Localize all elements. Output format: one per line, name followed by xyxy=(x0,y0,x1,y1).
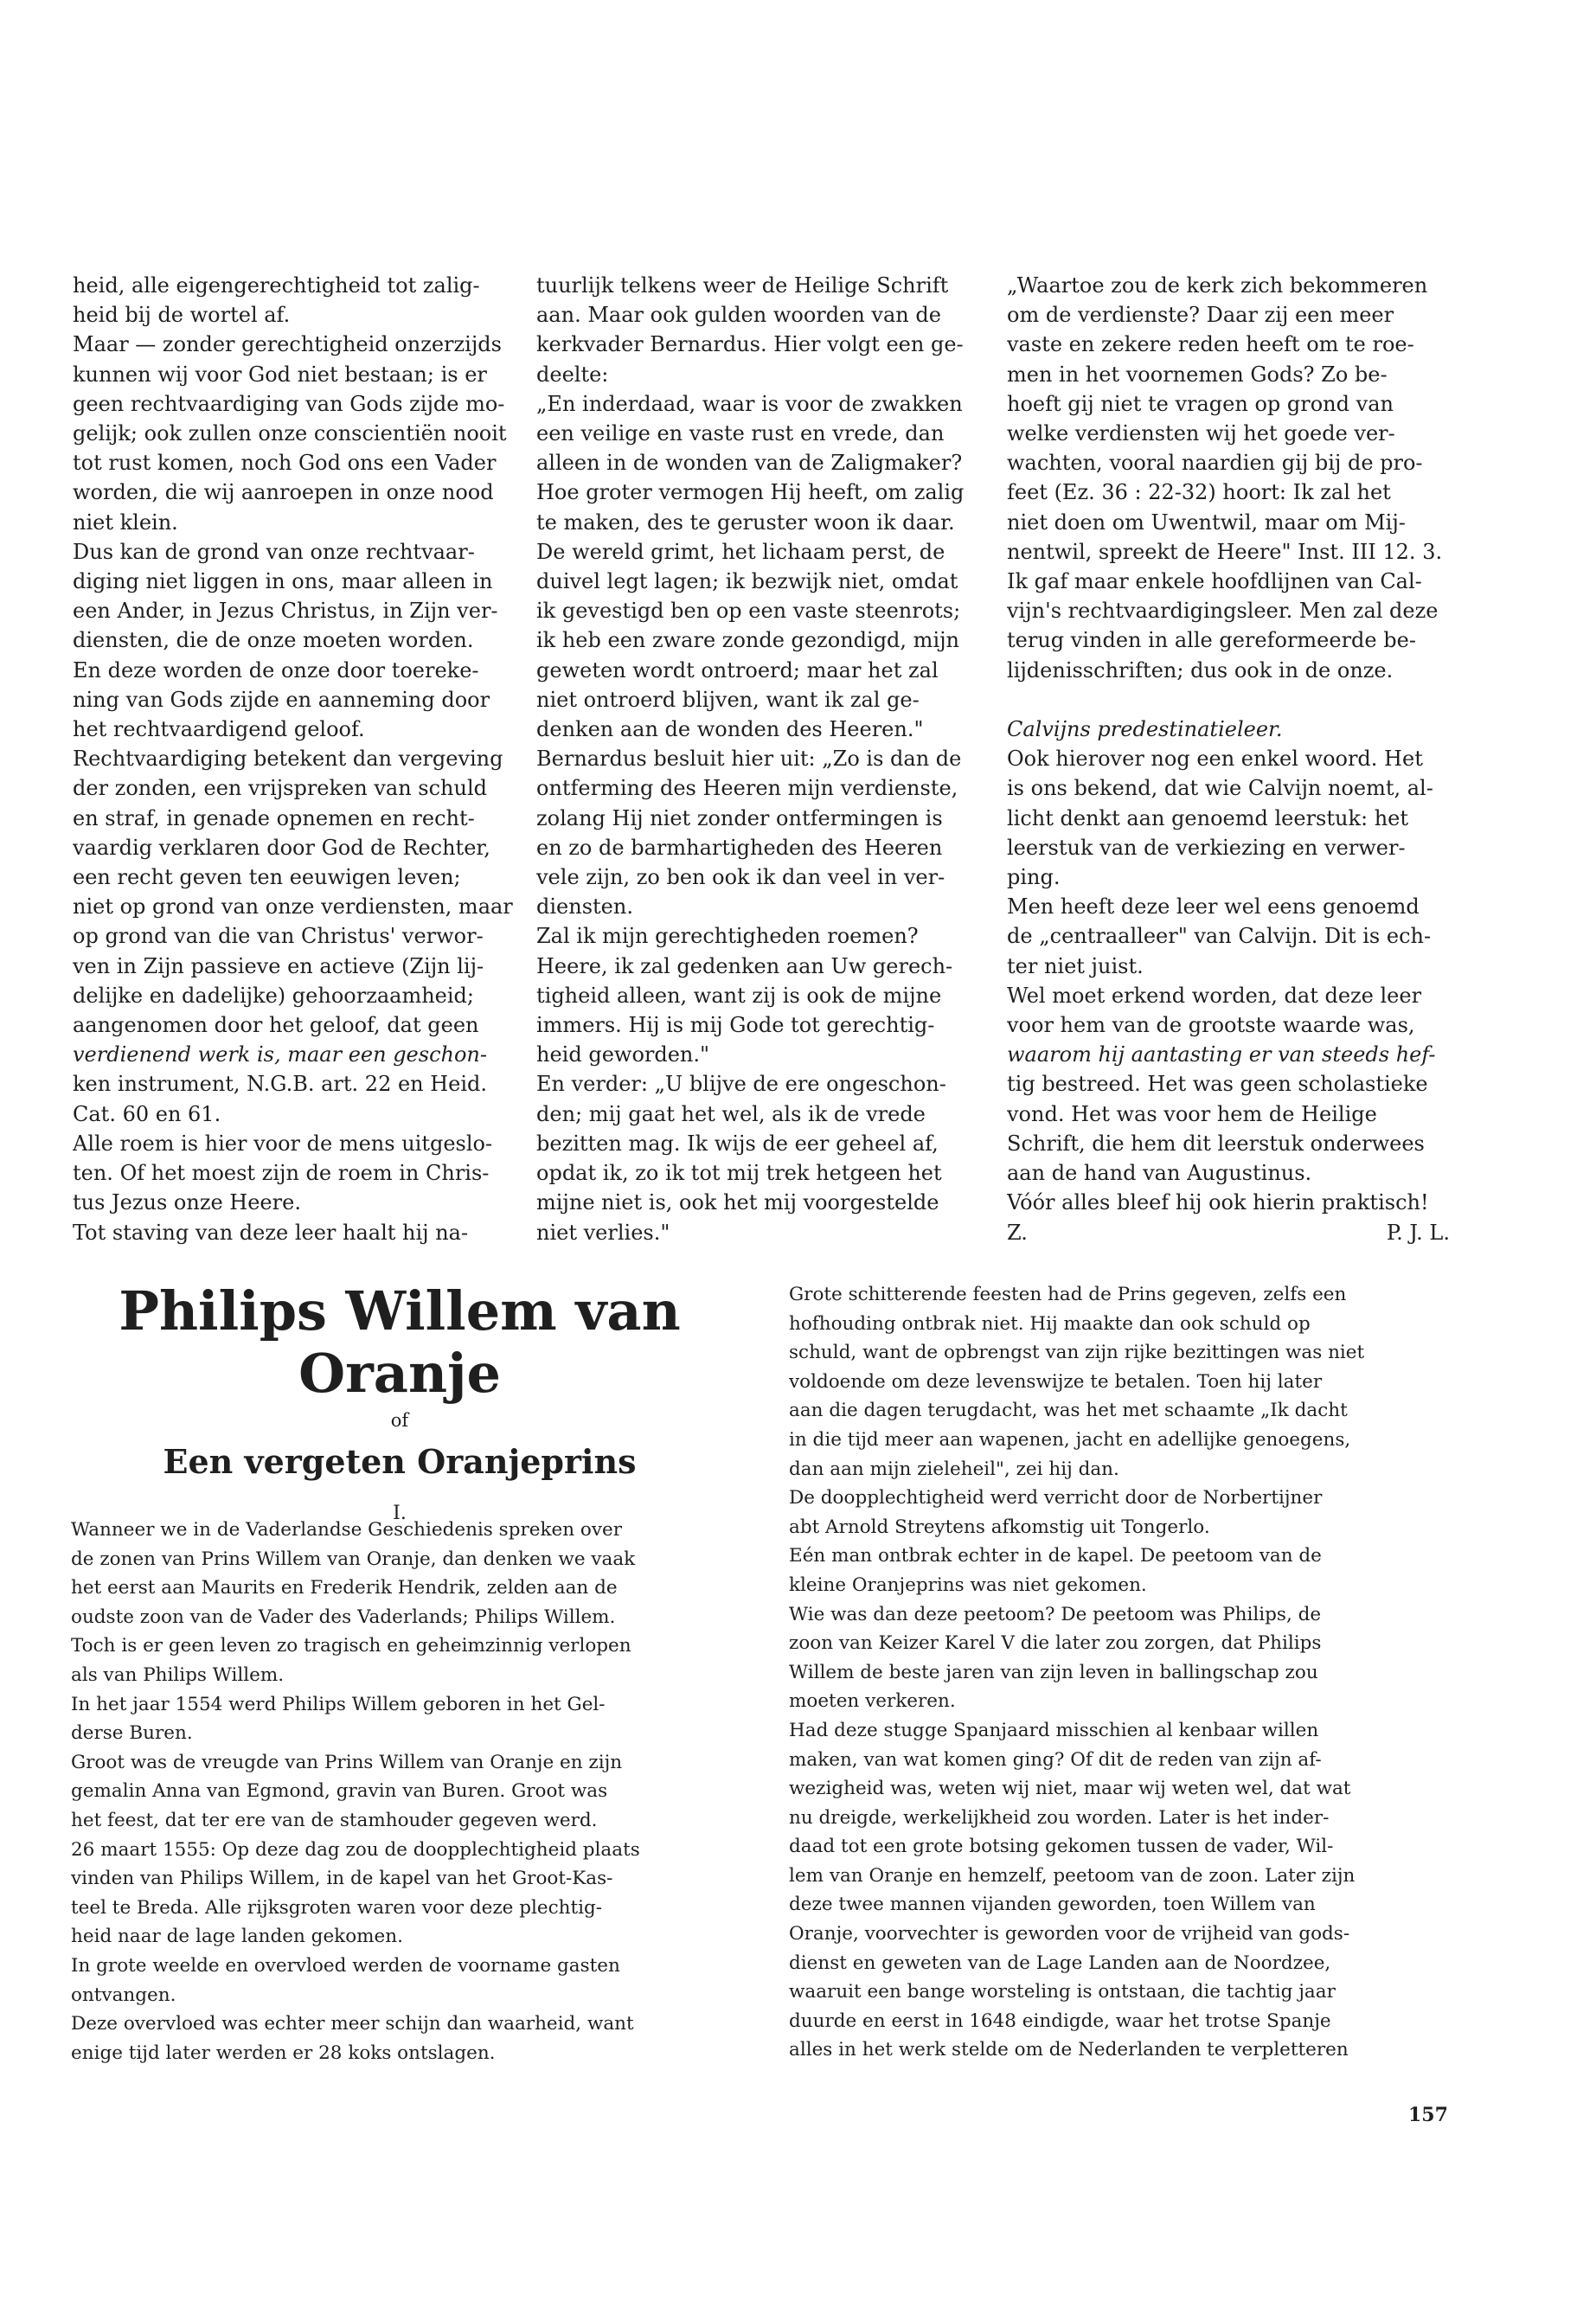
text-line: tot rust komen, noch God ons een Vader xyxy=(73,451,497,476)
text-line: om de verdienste? Daar zij een meer xyxy=(1007,303,1394,328)
text-line: duurde en eerst in 1648 eindigde, waar het trotse Spanje xyxy=(789,2009,1331,2032)
text-line: en straf, in genade opnemen en recht- xyxy=(73,805,475,830)
text-line: ping. xyxy=(1007,865,1061,890)
text-line xyxy=(1007,685,1450,715)
text-line: moeten verkeren. xyxy=(789,1690,956,1713)
text-line: Oranje, voorvechter is geworden voor de vrijheid van gods- xyxy=(789,1923,1350,1945)
text-line: ning van Gods zijde en aanneming door xyxy=(73,687,490,712)
text-line: te maken, des te geruster woon ik daar. xyxy=(536,510,955,535)
text-line: ter niet juist. xyxy=(1007,953,1144,978)
text-line: Had deze stugge Spanjaard misschien al kenbaar willen xyxy=(789,1719,1319,1741)
text-line: terug vinden in alle gereformeerde be- xyxy=(1007,628,1416,653)
text-line: men in het voornemen Gods? Zo be- xyxy=(1007,362,1388,387)
text-line: denken aan de wonden des Heeren." xyxy=(536,717,924,742)
text-line: vaste en zekere reden heeft om te roe- xyxy=(1007,332,1414,357)
text-line: Rechtvaardiging betekent dan vergeving xyxy=(73,747,503,772)
text-line: ken instrument, N.G.B. art. 22 en Heid. xyxy=(73,1072,488,1097)
text-line: Maar — zonder gerechtigheid onzerzijds xyxy=(73,332,502,357)
text-line: welke verdiensten wij het goede ver- xyxy=(1007,421,1395,446)
top-column-3 xyxy=(1007,271,1450,1247)
text-line: Cat. 60 en 61. xyxy=(73,1101,221,1126)
text-line: opdat ik, zo ik tot mij trek hetgeen het xyxy=(536,1161,942,1186)
text-line: ontvangen. xyxy=(71,1984,176,2006)
text-line: feet (Ez. 36 : 22-32) hoort: Ik zal het xyxy=(1007,480,1391,505)
text-line: hoeft gij niet te vragen op grond van xyxy=(1007,391,1394,416)
text-line: als van Philips Willem. xyxy=(71,1663,285,1686)
text-line: enige tijd later werden er 28 koks ontslagen. xyxy=(71,2041,496,2064)
text-line: niet ontroerd blijven, want ik zal ge- xyxy=(536,687,920,712)
top-column-1 xyxy=(73,271,514,1247)
text-line: schuld, want de opbrengst van zijn rijke bezittingen was niet xyxy=(789,1342,1365,1364)
text-line: waarom hij aantasting er van steeds hef- xyxy=(1007,1042,1436,1067)
text-line: vele zijn, zo ben ook ik dan veel in ver- xyxy=(536,865,945,890)
text-line: Bernardus besluit hier uit: „Zo is dan de xyxy=(536,747,962,772)
text-line: De wereld grimt, het lichaam perst, de xyxy=(536,539,945,564)
text-line: Zal ik mijn gerechtigheden roemen? xyxy=(536,924,919,949)
text-line: verdienend werk is, maar een geschon- xyxy=(73,1042,487,1067)
text-line: zoon van Keizer Karel V die later zou zorgen, dat Philips xyxy=(789,1632,1322,1655)
text-line: kunnen wij voor God niet bestaan; is er xyxy=(73,362,487,387)
text-line: aan die dagen terugdacht, was het met schaamte „Ik dacht xyxy=(789,1400,1348,1422)
text-line: ontferming des Heeren mijn verdienste, xyxy=(536,776,958,801)
text-line: mijne niet is, ook het mij voorgestelde xyxy=(536,1190,939,1215)
text-line: Ook hierover nog een enkel woord. Het xyxy=(1007,747,1423,772)
text-line: bezitten mag. Ik wijs de eer geheel af, xyxy=(536,1131,939,1156)
text-line: Schrift, die hem dit leerstuk onderwees xyxy=(1007,1131,1425,1156)
text-line: Hoe groter vermogen Hij heeft, om zalig xyxy=(536,480,965,505)
text-line: voldoende om deze levenswijze te betalen. Toen hij later xyxy=(789,1370,1323,1393)
page-number: 157 xyxy=(1408,2104,1448,2126)
article-subtitle: Een vergeten Oranjeprins xyxy=(163,1442,637,1481)
text-line: nentwil, spreekt de Heere" Inst. III 12. 3. xyxy=(1007,539,1443,564)
text-line: Wie was dan deze peetoom? De peetoom was Philips, de xyxy=(789,1603,1322,1625)
text-line: diensten. xyxy=(536,894,633,920)
text-line: niet doen om Uwentwil, maar om Mij- xyxy=(1007,510,1406,535)
text-line: Grote schitterende feesten had de Prins gegeven, zelfs een xyxy=(789,1284,1347,1305)
text-line: Wel moet erkend worden, dat deze leer xyxy=(1007,983,1422,1008)
text-line: een recht geven ten eeuwigen leven; xyxy=(73,865,461,890)
text-line: nu dreigde, werkelijkheid zou worden. Later is het inder- xyxy=(789,1806,1330,1829)
text-line: diging niet liggen in ons, maar alleen in xyxy=(73,569,493,594)
text-line: Alle roem is hier voor de mens uitgeslo- xyxy=(73,1131,493,1156)
text-line: tigheid alleen, want zij is ook de mijne xyxy=(536,983,942,1008)
text-line: het feest, dat ter ere van de stamhouder gegeven werd. xyxy=(71,1809,598,1831)
text-line: op grond van die van Christus' verwor- xyxy=(73,924,484,949)
text-line: vond. Het was voor hem de Heilige xyxy=(1007,1101,1377,1126)
text-line: Groot was de vreugde van Prins Willem van Oranje en zijn xyxy=(71,1751,623,1773)
text-line: derse Buren. xyxy=(71,1722,193,1745)
article-title-connector: of xyxy=(390,1410,409,1431)
text-line: zolang Hij niet zonder ontfermingen is xyxy=(536,805,943,830)
text-line: tus Jezus onze Heere. xyxy=(73,1190,301,1215)
text-line: geen rechtvaardiging van Gods zijde mo- xyxy=(73,391,505,416)
text-line: wezigheid was, weten wij niet, maar wij weten wel, dat wat xyxy=(789,1778,1351,1800)
text-line: kleine Oranjeprins was niet gekomen. xyxy=(789,1574,1147,1596)
article-part-number: I. xyxy=(393,1503,407,1524)
text-line: In het jaar 1554 werd Philips Willem geboren in het Gel- xyxy=(71,1693,606,1715)
text-line: waaruit een bange worsteling is ontstaan, die tachtig jaar xyxy=(789,1981,1336,2003)
text-line: Deze overvloed was echter meer schijn dan waarheid, want xyxy=(71,2013,634,2035)
text-line: de „centraalleer" van Calvijn. Dit is ech- xyxy=(1007,924,1432,949)
text-line: Heere, ik zal gedenken aan Uw gerech- xyxy=(536,953,953,978)
text-line: Eén man ontbrak echter in de kapel. De peetoom van de xyxy=(789,1545,1322,1567)
text-line: delijke en dadelijke) gehoorzaamheid; xyxy=(73,983,474,1008)
text-line: der zonden, een vrijspreken van schuld xyxy=(73,776,487,801)
text-line: licht denkt aan genoemd leerstuk: het xyxy=(1007,805,1409,830)
text-line: den; mij gaat het wel, als ik de vrede xyxy=(536,1101,926,1126)
text-line: hofhouding ontbrak niet. Hij maakte dan ook schuld op xyxy=(789,1312,1311,1335)
text-line: tuurlijk telkens weer de Heilige Schrift xyxy=(536,273,949,298)
text-line: ten. Of het moest zijn de roem in Chris- xyxy=(73,1161,490,1186)
text-line: dienst en geweten van de Lage Landen aan de Noordzee, xyxy=(789,1952,1331,1974)
text-line: lem van Oranje en hemzelf, peetoom van de zoon. Later zijn xyxy=(789,1864,1356,1887)
text-line: deelte: xyxy=(536,362,609,387)
signature-left: Z. xyxy=(1007,1220,1028,1245)
text-line: alles in het werk stelde om de Nederlanden te verpletteren xyxy=(789,2039,1349,2061)
text-line: Wanneer we in de Vaderlandse Geschiedenis spreken over xyxy=(71,1519,622,1541)
article-title: Philips Willem van Oranje xyxy=(119,1279,681,1405)
text-line: Tot staving van deze leer haalt hij na- xyxy=(73,1220,469,1245)
text-line: duivel legt lagen; ik bezwijk niet, omdat xyxy=(536,569,958,594)
text-line: een Ander, in Jezus Christus, in Zijn ver- xyxy=(73,599,498,624)
article-column-1 xyxy=(71,1516,730,2067)
text-line: Calvijns predestinatieleer. xyxy=(1007,717,1283,742)
text-line: gelijk; ook zullen onze conscientiën nooit xyxy=(73,421,507,446)
top-column-2 xyxy=(536,271,979,1247)
text-line: ven in Zijn passieve en actieve (Zijn lij- xyxy=(73,953,484,978)
text-line: Vóór alles bleef hij ook hierin praktisch! xyxy=(1007,1190,1429,1215)
text-line: heid geworden." xyxy=(536,1042,710,1067)
text-line: heid bij de wortel af. xyxy=(73,303,291,328)
text-line: wachten, vooral naardien gij bij de pro- xyxy=(1007,451,1423,476)
text-line: leerstuk van de verkiezing en verwer- xyxy=(1007,835,1406,860)
text-line: En verder: „U blijve de ere ongeschon- xyxy=(536,1072,946,1097)
text-line: daad tot een grote botsing gekomen tussen de vader, Wil- xyxy=(789,1836,1334,1858)
text-line: Men heeft deze leer wel eens genoemd xyxy=(1007,894,1420,920)
text-line: een veilige en vaste rust en vrede, dan xyxy=(536,421,945,446)
signature-right: P. J. L. xyxy=(1386,1220,1450,1245)
text-line: deze twee mannen vijanden geworden, toen Willem van xyxy=(789,1894,1316,1916)
text-line: immers. Hij is mij Gode tot gerechtig- xyxy=(536,1013,935,1038)
text-line: vaardig verklaren door God de Rechter, xyxy=(73,835,490,860)
text-line: „Waartoe zou de kerk zich bekommeren xyxy=(1007,273,1428,298)
text-line: niet op grond van onze verdiensten, maar xyxy=(73,894,513,920)
text-line: dan aan mijn zieleheil", zei hij dan. xyxy=(789,1458,1119,1480)
text-line: vijn's rechtvaardigingsleer. Men zal deze xyxy=(1007,599,1439,624)
text-line: „En inderdaad, waar is voor de zwakken xyxy=(536,391,963,416)
text-line: Ik gaf maar enkele hoofdlijnen van Cal- xyxy=(1007,569,1422,594)
text-line: worden, die wij aanroepen in onze nood xyxy=(73,480,494,505)
text-line: in die tijd meer aan wapenen, jacht en adellijke genoegens, xyxy=(789,1428,1351,1451)
article-heading xyxy=(71,1280,728,1528)
text-line: teel te Breda. Alle rijksgroten waren voor deze plechtig- xyxy=(71,1896,603,1919)
text-line: kerkvader Bernardus. Hier volgt een ge- xyxy=(536,332,964,357)
text-line: lijdenisschriften; dus ook in de onze. xyxy=(1007,657,1394,683)
text-line: Dus kan de grond van onze rechtvaar- xyxy=(73,539,475,564)
text-line: diensten, die de onze moeten worden. xyxy=(73,628,474,653)
text-line: In grote weelde en overvloed werden de voorname gasten xyxy=(71,1954,620,1977)
text-line: alleen in de wonden van de Zaligmaker? xyxy=(536,451,963,476)
text-line: niet klein. xyxy=(73,510,178,535)
text-line: Toch is er geen leven zo tragisch en geheimzinnig verlopen xyxy=(71,1635,631,1657)
text-line: heid naar de lage landen gekomen. xyxy=(71,1926,403,1948)
text-line: 26 maart 1555: Op deze dag zou de doopplechtigheid plaats xyxy=(71,1838,640,1861)
text-line: de zonen van Prins Willem van Oranje, dan denken we vaak xyxy=(71,1548,636,1570)
text-line: aan. Maar ook gulden woorden van de xyxy=(536,303,941,328)
text-line: en zo de barmhartigheden des Heeren xyxy=(536,835,943,860)
text-line: oudste zoon van de Vader des Vaderlands; Philips Willem. xyxy=(71,1606,616,1628)
text-line: gemalin Anna van Egmond, gravin van Buren. Groot was xyxy=(71,1780,608,1803)
text-line: vinden van Philips Willem, in de kapel van het Groot-Kas- xyxy=(71,1868,613,1890)
text-line: is ons bekend, dat wie Calvijn noemt, al- xyxy=(1007,776,1433,801)
text-line: En deze worden de onze door toereke- xyxy=(73,657,479,683)
article-column-2 xyxy=(789,1280,1450,2065)
text-line: het rechtvaardigend geloof. xyxy=(73,717,365,742)
text-line: aan de hand van Augustinus. xyxy=(1007,1161,1312,1186)
text-line: ik heb een zware zonde gezondigd, mijn xyxy=(536,628,960,653)
text-line: De doopplechtigheid werd verricht door de Norbertijner xyxy=(789,1487,1323,1509)
text-line: geweten wordt ontroerd; maar het zal xyxy=(536,657,939,683)
signature-line xyxy=(1007,1218,1450,1247)
text-line: abt Arnold Streytens afkomstig uit Tongerlo. xyxy=(789,1516,1210,1538)
text-line: voor hem van de grootste waarde was, xyxy=(1007,1013,1415,1038)
text-line: maken, van wat komen ging? Of dit de reden van zijn af- xyxy=(789,1748,1322,1771)
text-line: het eerst aan Maurits en Frederik Hendrik, zelden aan de xyxy=(71,1577,618,1599)
text-line: heid, alle eigengerechtigheid tot zalig- xyxy=(73,273,480,298)
text-line: ik gevestigd ben op een vaste steenrots; xyxy=(536,599,961,624)
text-line: niet verlies." xyxy=(536,1220,670,1245)
text-line: Willem de beste jaren van zijn leven in ballingschap zou xyxy=(789,1661,1318,1683)
text-line: aangenomen door het geloof, dat geen xyxy=(73,1013,479,1038)
text-line: tig bestreed. Het was geen scholastieke xyxy=(1007,1072,1428,1097)
